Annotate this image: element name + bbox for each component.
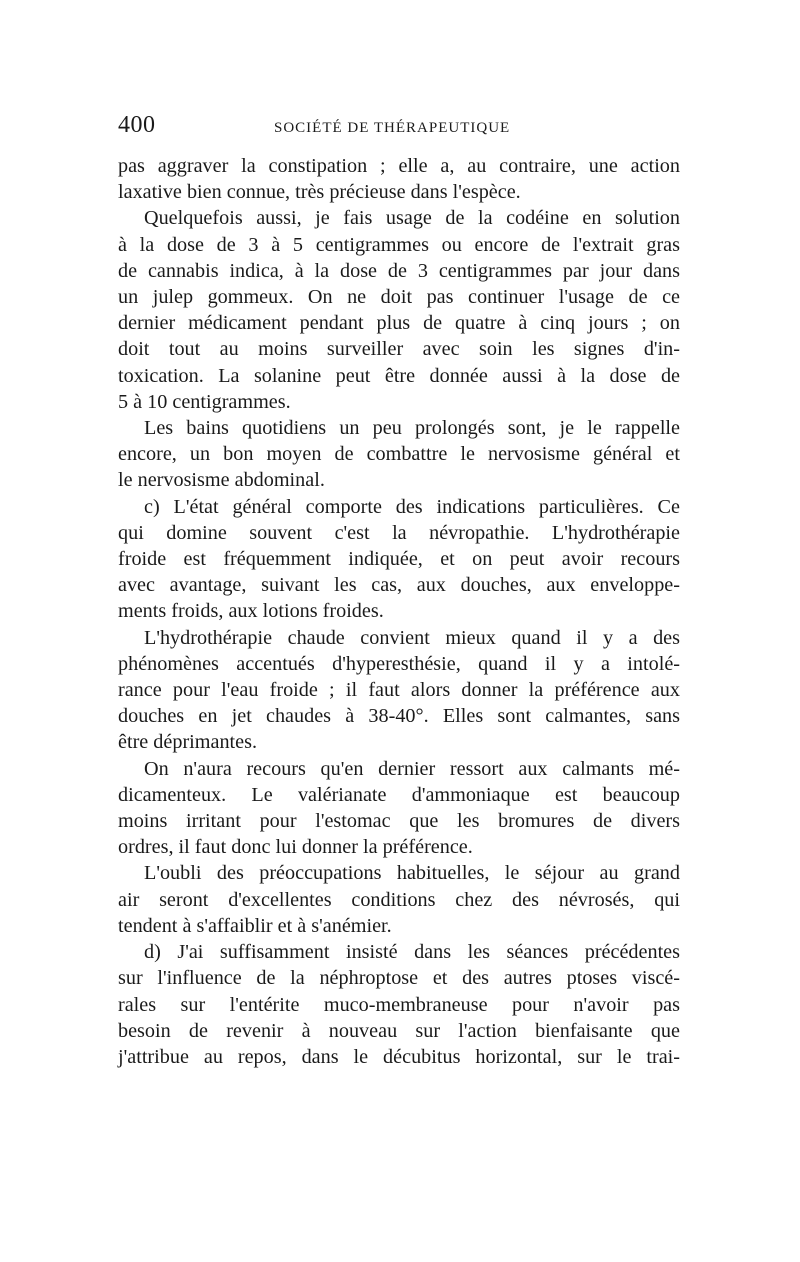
text-line: Les bains quotidiens un peu prolongés sont, je le rappelle [144, 417, 680, 440]
text-line: sur l'influence de la néphroptose et des autres ptoses viscé- [118, 967, 680, 990]
text-line: L'hydrothérapie chaude convient mieux quand il y a des [144, 626, 680, 649]
text-line: de cannabis indica, à la dose de 3 centigrammes par jour dans [118, 259, 680, 282]
text-line: rales sur l'entérite muco-membraneuse pour n'avoir pas [118, 993, 680, 1016]
text-line: 5 à 10 centigrammes. [118, 390, 291, 413]
paragraph [118, 205, 680, 415]
text-line: froide est fréquemment indiquée, et on peut avoir recours [118, 548, 680, 571]
text-line: doit tout au moins surveiller avec soin les signes d'in- [118, 338, 680, 361]
text-line: rance pour l'eau froide ; il faut alors donner la préférence aux [118, 679, 680, 702]
text-line: dernier médicament pendant plus de quatre à cinq jours ; on [118, 312, 680, 335]
text-line: un julep gommeux. On ne doit pas continuer l'usage de ce [118, 286, 680, 309]
text-line: air seront d'excellentes conditions chez des névrosés, qui [118, 888, 680, 911]
text-line: j'attribue au repos, dans le décubitus horizontal, sur le trai- [118, 1045, 680, 1068]
paragraph [118, 625, 680, 756]
text-line: être déprimantes. [118, 731, 258, 754]
text-line: avec avantage, suivant les cas, aux douches, aux enveloppe- [118, 574, 680, 597]
paragraph [118, 939, 680, 1070]
running-title: SOCIÉTÉ DE THÉRAPEUTIQUE [274, 120, 511, 136]
text-line: moins irritant pour l'estomac que les bromures de divers [118, 810, 680, 833]
text-line: toxication. La solanine peut être donnée aussi à la dose de [118, 364, 680, 387]
text-line: pas aggraver la constipation ; elle a, au contraire, une action [118, 155, 680, 177]
text-line: ordres, il faut donc lui donner la préférence. [118, 836, 473, 859]
text-line: besoin de revenir à nouveau sur l'action bienfaisante que [118, 1019, 680, 1042]
text-line: à la dose de 3 à 5 centigrammes ou encore de l'extrait gras [118, 233, 680, 256]
text-line: tendent à s'affaiblir et à s'anémier. [118, 914, 392, 937]
text-line: On n'aura recours qu'en dernier ressort aux calmants mé- [144, 757, 680, 780]
text-line: douches en jet chaudes à 38-40°. Elles sont calmantes, sans [118, 705, 680, 728]
text-line: d) J'ai suffisamment insisté dans les séances précédentes [144, 941, 680, 964]
body-text [118, 153, 680, 1070]
text-line: c) L'état général comporte des indications particulières. Ce [144, 495, 680, 518]
text-line: le nervosisme abdominal. [118, 469, 325, 492]
text-line: dicamenteux. Le valérianate d'ammoniaque est beaucoup [118, 783, 680, 806]
text-line: L'oubli des préoccupations habituelles, le séjour au grand [144, 862, 680, 885]
text-line: qui domine souvent c'est la névropathie. L'hydrothérapie [118, 521, 680, 544]
text-line: encore, un bon moyen de combattre le nervosisme général et [118, 443, 680, 466]
text-line: Quelquefois aussi, je fais usage de la codéine en solution [144, 207, 680, 230]
paragraph [118, 153, 680, 205]
paragraph [118, 860, 680, 939]
page-header [118, 112, 680, 142]
page-number: 400 [118, 112, 156, 138]
text-line: phénomènes accentués d'hyperesthésie, quand il y a intolé- [118, 652, 680, 675]
paragraph [118, 756, 680, 861]
paragraph [118, 494, 680, 625]
text-line: ments froids, aux lotions froides. [118, 600, 384, 623]
text-line: laxative bien connue, très précieuse dans l'espèce. [118, 181, 521, 204]
paragraph [118, 415, 680, 494]
